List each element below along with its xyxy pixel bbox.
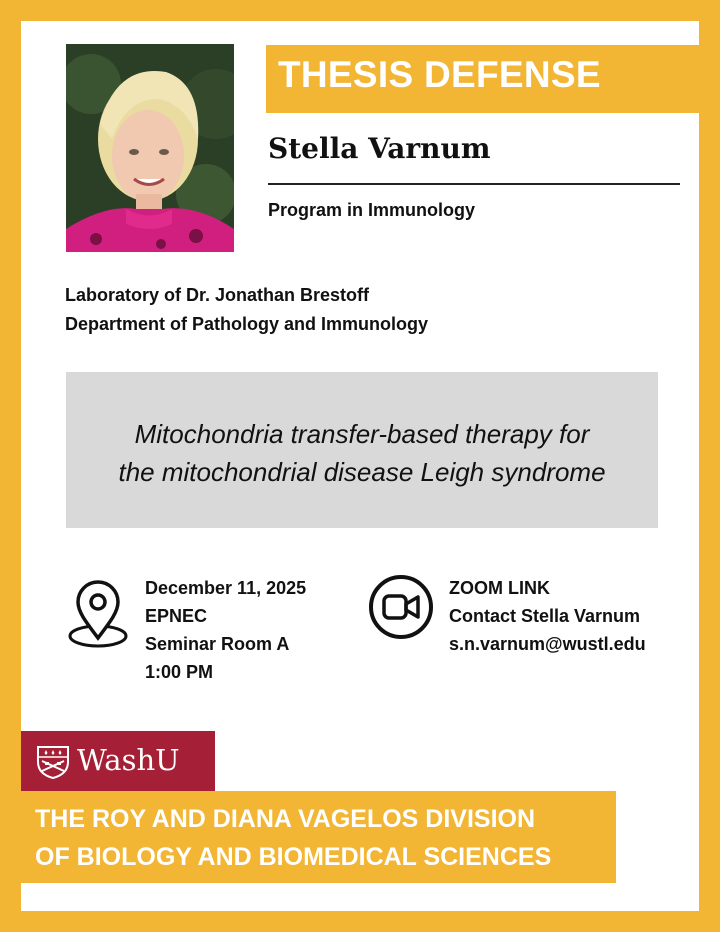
banner-title: THESIS DEFENSE	[278, 54, 601, 95]
zoom-heading: ZOOM LINK	[449, 578, 550, 598]
event-details	[145, 574, 306, 686]
talk-title-box	[66, 372, 658, 528]
washu-logo	[21, 731, 215, 791]
lab-affiliation	[65, 281, 428, 339]
event-building: EPNEC	[145, 606, 208, 626]
video-camera-icon	[368, 574, 434, 640]
zoom-contact: Contact Stella Varnum	[449, 606, 641, 626]
washu-wordmark: WashU	[77, 743, 180, 777]
thesis-defense-banner	[266, 45, 699, 113]
division-line1: THE ROY AND DIANA VAGELOS DIVISION	[35, 805, 536, 833]
divider	[268, 183, 680, 185]
speaker-name: Stella Varnum	[268, 132, 491, 165]
department-line: Department of Pathology and Immunology	[65, 314, 429, 334]
division-line2: OF BIOLOGY AND BIOMEDICAL SCIENCES	[35, 843, 552, 871]
talk-title-line2: the mitochondrial disease Leigh syndrome	[118, 457, 606, 487]
zoom-info	[449, 574, 646, 658]
program-name: Program in Immunology	[268, 200, 476, 220]
event-time: 1:00 PM	[145, 662, 214, 682]
division-footer	[21, 791, 616, 883]
zoom-email[interactable]: s.n.varnum@wustl.edu	[449, 634, 646, 654]
map-pin-icon	[66, 578, 130, 650]
event-room: Seminar Room A	[145, 634, 290, 654]
washu-shield-icon	[35, 744, 71, 780]
lab-line: Laboratory of Dr. Jonathan Brestoff	[65, 285, 370, 305]
talk-title	[66, 415, 658, 491]
division-name	[35, 800, 551, 876]
talk-title-line1: Mitochondria transfer-based therapy for	[134, 419, 590, 449]
event-date: December 11, 2025	[145, 578, 307, 598]
speaker-photo	[66, 44, 234, 252]
